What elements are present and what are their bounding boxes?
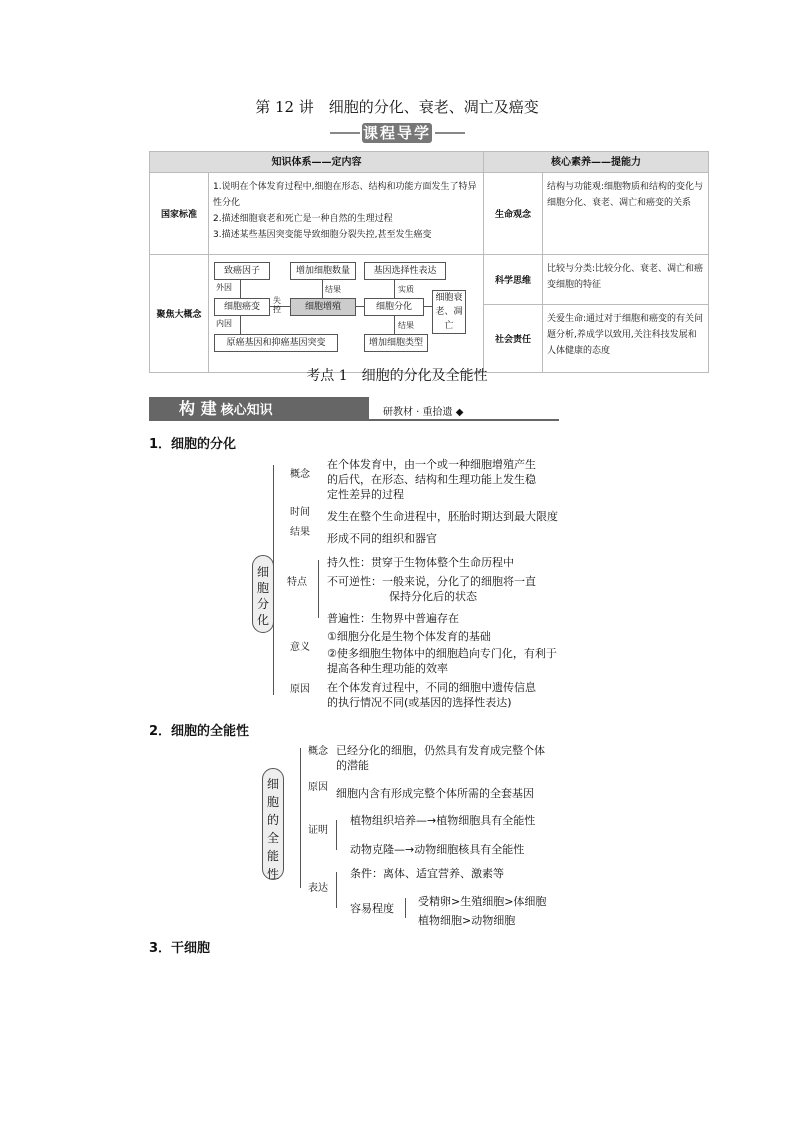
diagram-box: 细胞分化 [364, 298, 424, 316]
national-item: 2.描述细胞衰老和死亡是一种自然的生理过程 [213, 214, 393, 224]
diagram-label: 结果 [398, 321, 414, 330]
trunk-line [300, 748, 301, 888]
diagram-box: 细胞增殖 [290, 298, 356, 316]
branch-label: 结果 [290, 527, 310, 538]
build-core-knowledge-bar [149, 397, 709, 421]
concept-label: 聚焦大概念 [150, 255, 209, 373]
branch-text: 在个体发育过程中，不同的细胞中遗传信息 [327, 681, 536, 694]
diagram-box: 基因选择性表达 [364, 262, 446, 280]
connector [394, 315, 395, 334]
connector [240, 279, 241, 298]
branch-text: 细胞内含有形成完整个体所需的全套基因 [336, 787, 534, 800]
literacy-text: 比较与分类:比较分化、衰老、凋亡和癌变细胞的特征 [543, 255, 709, 305]
branch-label: 概念 [308, 746, 328, 757]
branch-text: ②使多细胞生物体中的细胞趋向专门化，有利于 [327, 647, 557, 660]
branch-text: 容易程度 [350, 902, 394, 915]
branch-text: 持久性：贯穿于生物体整个生命历程中 [327, 556, 514, 569]
national-item: 1.说明在个体发育过程中,细胞在形态、结构和功能方面发生了特异性分化 [213, 182, 477, 208]
diagram-box: 细胞衰老、凋亡 [432, 290, 466, 334]
sub-branch-line [318, 560, 319, 618]
diagram-label: 外因 [216, 283, 232, 292]
branch-text: 不可逆性：一般来说，分化了的细胞将一直 [327, 575, 536, 588]
banner-text: 课程导学 [362, 124, 431, 142]
center-node: 细胞的全能性 [262, 768, 284, 880]
branch-text: 定性差异的过程 [327, 488, 404, 501]
section-heading: 1．细胞的分化 [149, 437, 237, 452]
connector [240, 315, 241, 334]
connector [322, 279, 323, 298]
branch-text: 条件：离体、适宜营养、激素等 [350, 867, 504, 880]
literacy-label: 社会责任 [484, 305, 543, 373]
branch-text: 的执行情况不同(或基因的选择性表达) [327, 696, 512, 709]
right-header: 核心素养——提能力 [484, 152, 709, 173]
branch-label: 原因 [308, 782, 328, 793]
branch-text: 发生在整个生命进程中，胚胎时期达到最大限度 [327, 510, 558, 523]
branch-text: 受精卵>生殖细胞>体细胞 [418, 895, 547, 908]
diagram-box: 细胞癌变 [214, 298, 270, 316]
branch-text: 植物组织培养—→植物细胞具有全能性 [350, 814, 536, 827]
branch-label: 证明 [308, 825, 328, 836]
course-guide-banner [330, 120, 465, 146]
branch-label: 表达 [308, 883, 328, 894]
branch-label: 意义 [290, 642, 310, 653]
diagram-label: 实质 [398, 285, 414, 294]
sub-branch-line [336, 820, 337, 850]
branch-text: 提高各种生理功能的效率 [327, 662, 448, 675]
branch-text: 动物克隆—→动物细胞核具有全能性 [350, 843, 525, 856]
build-label: 构 建 核心知识 [149, 397, 369, 421]
build-underline [339, 419, 559, 421]
concept-diagram [209, 255, 484, 373]
branch-label: 概念 [290, 469, 310, 480]
literacy-text: 结构与功能观:细胞物质和结构的变化与细胞分化、衰老、凋亡和癌变的关系 [543, 173, 709, 255]
diagram-label: 结果 [325, 285, 341, 294]
branch-label: 原因 [290, 684, 310, 695]
diagram-box: 增加细胞数量 [290, 262, 356, 280]
branch-text: 的潜能 [336, 759, 369, 772]
national-standard-label: 国家标准 [150, 173, 209, 255]
banner-left-line [330, 132, 360, 134]
build-right-text: 研教材 · 重拾遗 ◆ [383, 407, 464, 418]
connector [355, 306, 364, 307]
diagram-box: 致癌因子 [214, 262, 270, 280]
diagram-box: 增加细胞类型 [364, 334, 428, 352]
diagram-label: 失控 [273, 296, 281, 314]
branch-text: 保持分化后的状态 [389, 590, 477, 603]
section-heading: 3．干细胞 [149, 941, 211, 956]
national-item: 3.描述某些基因突变能导致细胞分裂失控,甚至发生癌变 [213, 230, 432, 240]
lesson-title: 第 12 讲 细胞的分化、衰老、凋亡及癌变 [255, 98, 539, 116]
course-guide-table [149, 151, 709, 373]
branch-text: 的后代，在形态、结构和生理功能上发生稳 [327, 473, 536, 486]
branch-text: 普遍性：生物界中普遍存在 [327, 612, 459, 625]
center-node: 细胞分化 [252, 555, 274, 633]
branch-label: 特点 [287, 577, 307, 588]
branch-text: ①细胞分化是生物个体发育的基础 [327, 630, 491, 643]
literacy-label: 科学思维 [484, 255, 543, 305]
literacy-text: 关爱生命:通过对于细胞和癌变的有关问题分析,养成学以致用,关注科技发展和人体健康的态度 [543, 305, 709, 373]
sub-branch-line [336, 872, 337, 908]
connector [394, 279, 395, 298]
branch-label: 时间 [290, 507, 310, 518]
literacy-label: 生命观念 [484, 173, 543, 255]
banner-right-line [435, 132, 465, 134]
left-header: 知识体系——定内容 [150, 152, 484, 173]
section-heading: 2．细胞的全能性 [149, 724, 250, 739]
branch-text: 植物细胞>动物细胞 [418, 914, 516, 927]
diagram-box: 原癌基因和抑癌基因突变 [214, 334, 338, 352]
connector [423, 306, 432, 307]
sub-branch-line [405, 898, 406, 918]
diagram-label: 内因 [216, 319, 232, 328]
national-standard-list [209, 173, 484, 255]
branch-text: 在个体发育中，由一个或一种细胞增殖产生 [327, 458, 536, 471]
branch-text: 已经分化的细胞，仍然具有发育成完整个体 [336, 744, 545, 757]
kaodian-title: 考点 1 细胞的分化及全能性 [306, 368, 488, 384]
trunk-line [273, 465, 274, 695]
branch-text: 形成不同的组织和器官 [327, 532, 437, 545]
